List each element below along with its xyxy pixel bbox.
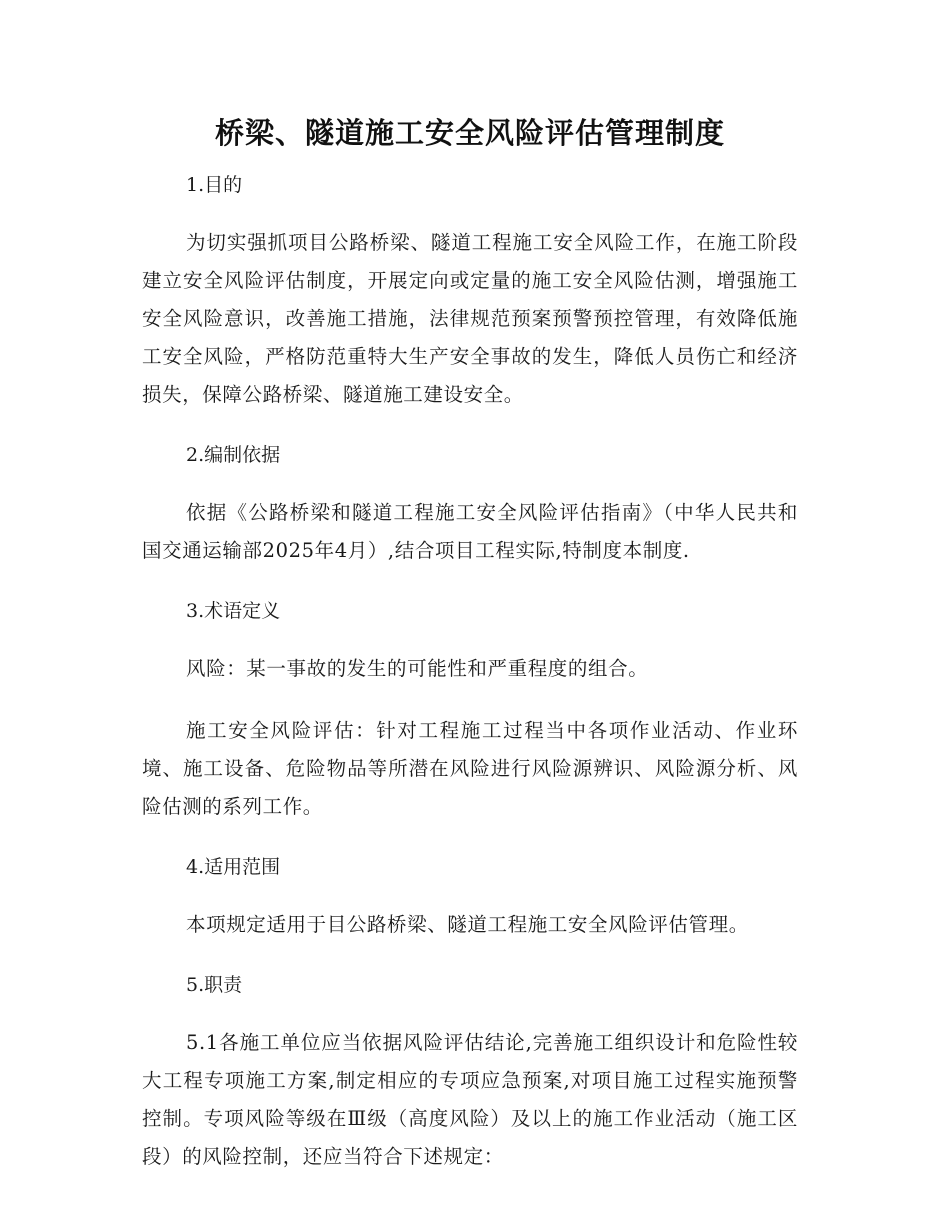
document-title: 桥梁、隧道施工安全风险评估管理制度 (214, 116, 725, 150)
paragraph-definition-risk: 风险：某一事故的发生的可能性和严重程度的组合。 (186, 657, 649, 680)
paragraph-definition-assessment: 施工安全风险评估：针对工程施工过程当中各项作业活动、作业环境、施工设备、危险物品等所潜在风险进行风险源辨识、风险源分析、风险估测的系列工作。 (142, 719, 798, 818)
document-page (142, 108, 798, 1200)
paragraph-responsibility-5-1: 5.1各施工单位应当依据风险评估结论,完善施工组织设计和危险性较大工程专项施工方案,制定相应的专项应急预案,对项目施工过程实施预警控制。专项风险等级在Ⅲ级（高度风险）及以上的施工作业活动（施工区段）的风险控制，还应当符合下述规定： (142, 1031, 798, 1168)
paragraph-basis: 依据《公路桥梁和隧道工程施工安全风险评估指南》（中华人民共和国交通运输部2025年4月）,结合项目工程实际,特制度本制度. (142, 501, 798, 562)
section-heading-purpose: 1.目的 (186, 174, 243, 196)
paragraph-purpose: 为切实强抓项目公路桥梁、隧道工程施工安全风险工作，在施工阶段建立安全风险评估制度，开展定向或定量的施工安全风险估测，增强施工安全风险意识，改善施工措施，法律规范预案预警预控管理，有效降低施工安全风险，严格防范重特大生产安全事故的发生，降低人员伤亡和经济损失，保障公路桥梁、隧道施工建设安全。 (142, 231, 798, 406)
section-heading-definitions: 3.术语定义 (186, 600, 281, 622)
section-heading-basis: 2.编制依据 (186, 444, 281, 466)
section-heading-responsibilities: 5.职责 (186, 974, 243, 996)
paragraph-scope: 本项规定适用于目公路桥梁、隧道工程施工安全风险评估管理。 (186, 913, 749, 936)
section-heading-scope: 4.适用范围 (186, 856, 281, 878)
